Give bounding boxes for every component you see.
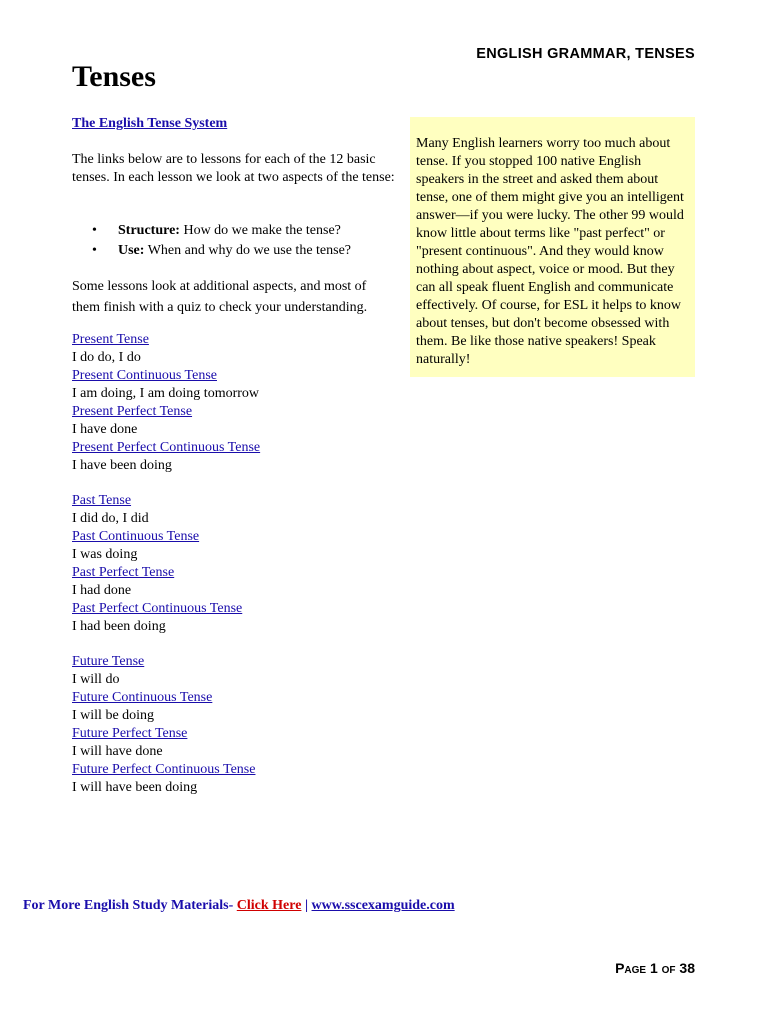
tense-example: I will have done [72,744,163,759]
tense-link[interactable]: Future Perfect Continuous Tense [72,762,256,777]
tense-link[interactable]: Future Continuous Tense [72,690,213,705]
page-title: Tenses [72,60,156,93]
past-tense-group [72,492,242,636]
tense-example: I was doing [72,547,138,562]
promo-text: For More English Study Materials- [23,898,234,913]
tense-example: I did do, I did [72,511,149,526]
bullet-icon: • [92,243,97,258]
tense-link[interactable]: Future Tense [72,654,145,669]
tense-link[interactable]: Past Tense [72,493,132,508]
running-header: ENGLISH GRAMMAR, TENSES [476,46,695,62]
future-tense-group [72,653,255,797]
aspect-desc: How do we make the tense? [183,223,341,238]
tense-link[interactable]: Past Perfect Tense [72,565,175,580]
tense-example: I do do, I do [72,350,141,365]
tense-example: I will be doing [72,708,155,723]
tense-example: I have done [72,422,138,437]
tense-example: I had been doing [72,619,166,634]
tense-link[interactable]: Past Continuous Tense [72,529,200,544]
tense-example: I had done [72,583,132,598]
bullet-icon: • [92,223,97,238]
additional-aspects-note: Some lessons look at additional aspects, and most of them finish with a quiz to check your understanding. [72,279,368,315]
aspect-desc: When and why do we use the tense? [147,243,352,258]
aspect-term: Structure: [118,223,180,238]
tense-link[interactable]: Future Perfect Tense [72,726,188,741]
present-tense-group [72,331,260,475]
tense-example: I am doing, I am doing tomorrow [72,386,260,401]
site-link[interactable]: www.sscexamguide.com [311,898,455,913]
list-item [72,221,351,241]
aspects-list [72,221,351,261]
tense-link[interactable]: Present Continuous Tense [72,368,217,383]
aspect-term: Use: [118,243,145,258]
tense-system-link[interactable]: The English Tense System [72,116,228,131]
list-item [72,241,351,261]
tense-example: I have been doing [72,458,172,473]
click-here-link[interactable]: Click Here [236,898,302,913]
tense-link[interactable]: Present Perfect Tense [72,404,193,419]
intro-paragraph: The links below are to lessons for each of the 12 basic tenses. In each lesson we look at two aspects of the tense: [72,152,395,185]
tense-link[interactable]: Present Tense [72,332,149,347]
tense-link[interactable]: Past Perfect Continuous Tense [72,601,243,616]
footer-promo [23,898,455,914]
footer-separator: | [304,898,309,913]
tense-example: I will have been doing [72,780,198,795]
tense-example: I will do [72,672,120,687]
page-number: Page 1 of 38 [615,960,695,976]
native-speakers-callout: Many English learners worry too much about tense. If you stopped 100 native English speakers in the street and asked them about tense, one of them might give you an intelligent answer—if you were lucky. The other 99 would know little about terms like "past perfect" or "present continuous". And they would know nothing about aspect, voice or mood. But they can all speak fluent English and communicate effectively. Of course, for ESL it helps to know about tenses, but don't become obsessed with them. Be like those native speakers! Speak naturally! [410,117,695,377]
tense-link[interactable]: Present Perfect Continuous Tense [72,440,261,455]
